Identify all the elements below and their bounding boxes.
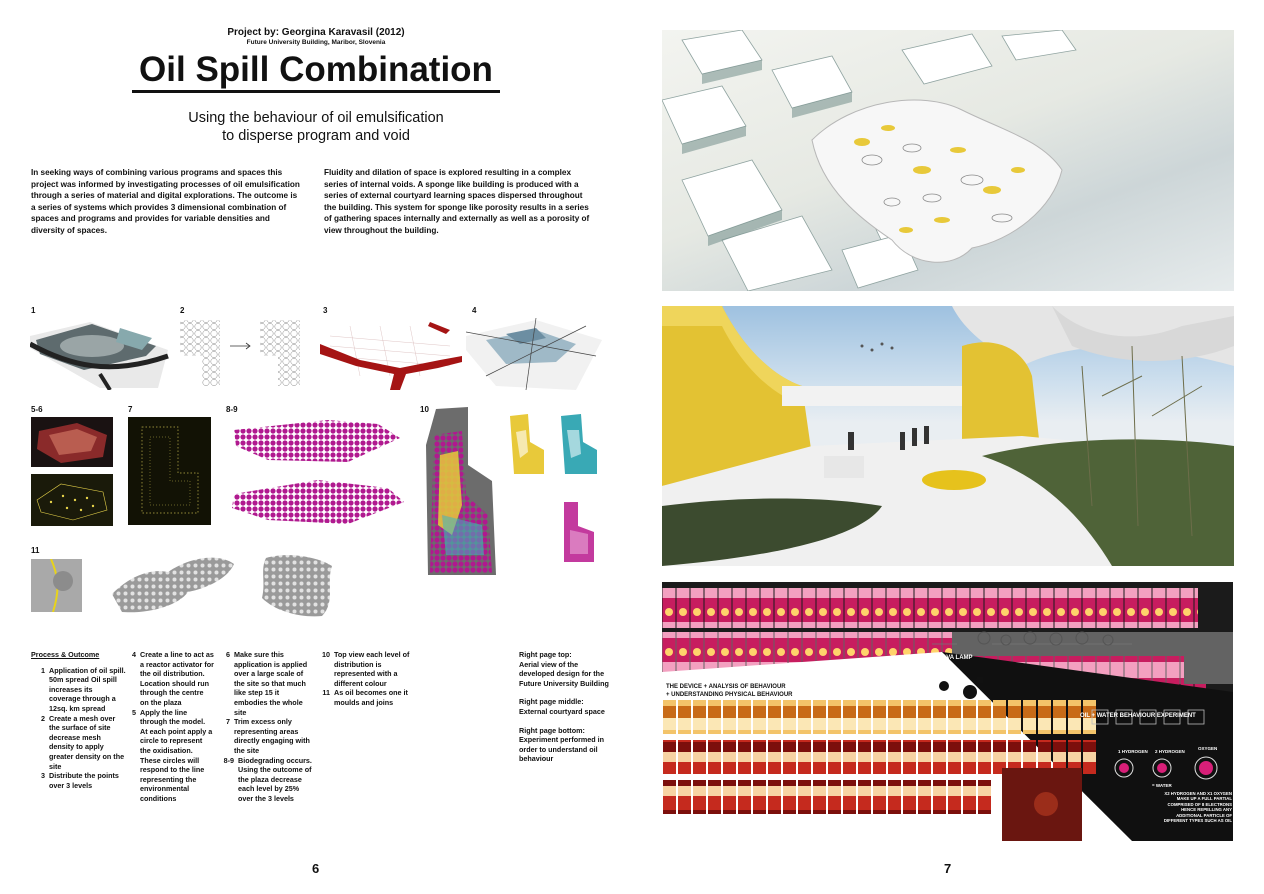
fig8-magenta-layers (228, 416, 408, 528)
figure-number: 7 (128, 405, 133, 414)
figure-number: 11 (31, 546, 40, 555)
fig7-point-grid (128, 417, 211, 525)
figure-number: 10 (420, 405, 429, 414)
process-heading: Process & Outcome (31, 650, 100, 659)
fig10-layered-plan (422, 405, 506, 585)
page-number-right: 7 (944, 861, 952, 876)
fig3-red-spill (320, 316, 462, 390)
process-col-2: 4 Create a line to act as a reactor activator for the oil distribution. Location should run through the centre on the plaza 5 Apply the line through the model. At each point apply a circle to represent the oxidisation. These circles will respond to the line representing the environmental conditions (132, 650, 214, 803)
fig10-magenta-level (560, 500, 596, 564)
fig6-yellow-mesh (31, 474, 113, 526)
tagline-line-1: Using the behaviour of oil emulsification (188, 110, 444, 126)
figure-number: 4 (472, 306, 477, 315)
figure-number: 3 (323, 306, 328, 315)
process-col-1: Process & Outcome 1 Application of oil spill. 50m spread Oil spill increases its coverage through a 12sq. km spread 2 Create a mesh over the surface of site decrease mesh density to apply greater density on the site 3 Distribute the points over 3 levels (31, 650, 126, 790)
molecule-note: X2 HYDROGEN AND X1 OXYGEN MAKE UP A FULL PARTIAL COMPRISED OF 8 ELECTRONS HENCE REPELLING ANY ADDITIONAL PARTICLE OF DIFFERENT TYPES SUCH AS OIL (1163, 791, 1232, 824)
device-label: THE DEVICE + ANALYSIS OF BEHAVIOUR + UNDERSTANDING PHYSICAL BEHAVIOUR (666, 684, 793, 698)
lava-lamp-label: THE LAVA LAMP (925, 655, 973, 661)
right-page-captions: Right page top: Aerial view of the developed design for the Future University Building Right page middle: External courtyard space Right page bottom: Experiment performed in order to understand oil behaviour (519, 650, 609, 764)
tagline (0, 109, 632, 145)
figure-number: 1 (31, 306, 36, 315)
fig1-site-model (30, 316, 170, 390)
fig10-yellow-level (508, 412, 548, 478)
fig4-site-axonometric (466, 316, 602, 390)
project-credit: Project by: Georgina Karavasil (2012) (227, 27, 405, 38)
page-number-left: 6 (312, 861, 320, 876)
fig2-hexagon-mesh (178, 316, 310, 390)
courtyard-render-image (662, 306, 1234, 566)
process-col-3: 6 Make sure this application is applied over a large scale of the site so that much like step 15 it embodies the whole site 7 Trim excess only representing areas directly engaging with the site 8-9 Biodegrading occurs. Using the outcome of the plaza decrease each level by 25% over the 3 levels (223, 650, 312, 803)
page-title: Oil Spill Combination (139, 50, 493, 89)
figure-number: 2 (180, 306, 185, 315)
project-location: Future University Building, Maribor, Slovenia (246, 39, 386, 46)
oxygen-label: OXYGEN (1198, 746, 1218, 751)
intro-paragraph-right: Fluidity and dilation of space is explored resulting in a complex series of internal voids. A sponge like building is produced with a series of external courtyard learning spaces dispersed throughout the building. This system for sponge like porosity results in a series of gathering spaces internally and externally as well as a porosity of view throughout the building. (324, 168, 590, 235)
intro-paragraph-left: In seeking ways of combining various programs and spaces this project was informed by investigating processes of oil emulsification through a series of material and digital explorations. The outcome is a series of systems which provides 3 dimensional combination of spaces and programs and provides for variable densities and diversity of spaces. (31, 168, 300, 235)
fig11-sponge-model-b (256, 552, 342, 622)
fig5-red-volume (31, 417, 113, 467)
figure-number: 8-9 (226, 405, 238, 414)
figure-number: 5-6 (31, 405, 43, 414)
fig10-cyan-level (559, 412, 599, 478)
aerial-view-image (662, 30, 1234, 291)
process-col-4: 10 Top view each level of distribution is represented with a different colour 11 As oil becomes one it moulds and joins (322, 650, 410, 707)
title-underline (132, 90, 500, 93)
tagline-line-2: to disperse program and void (222, 128, 410, 144)
hydrogen-2-label: 2 HYDROGEN (1155, 749, 1185, 754)
oil-water-label: OIL + WATER BEHAVIOUR EXPERIMENT (1080, 713, 1196, 719)
experiment-collage (662, 582, 1233, 841)
fig11-oil-detail (31, 559, 82, 612)
fig11-sponge-model-a (108, 548, 238, 618)
hydrogen-1-label: 1 HYDROGEN (1118, 749, 1148, 754)
water-label: = WATER (1152, 783, 1172, 788)
